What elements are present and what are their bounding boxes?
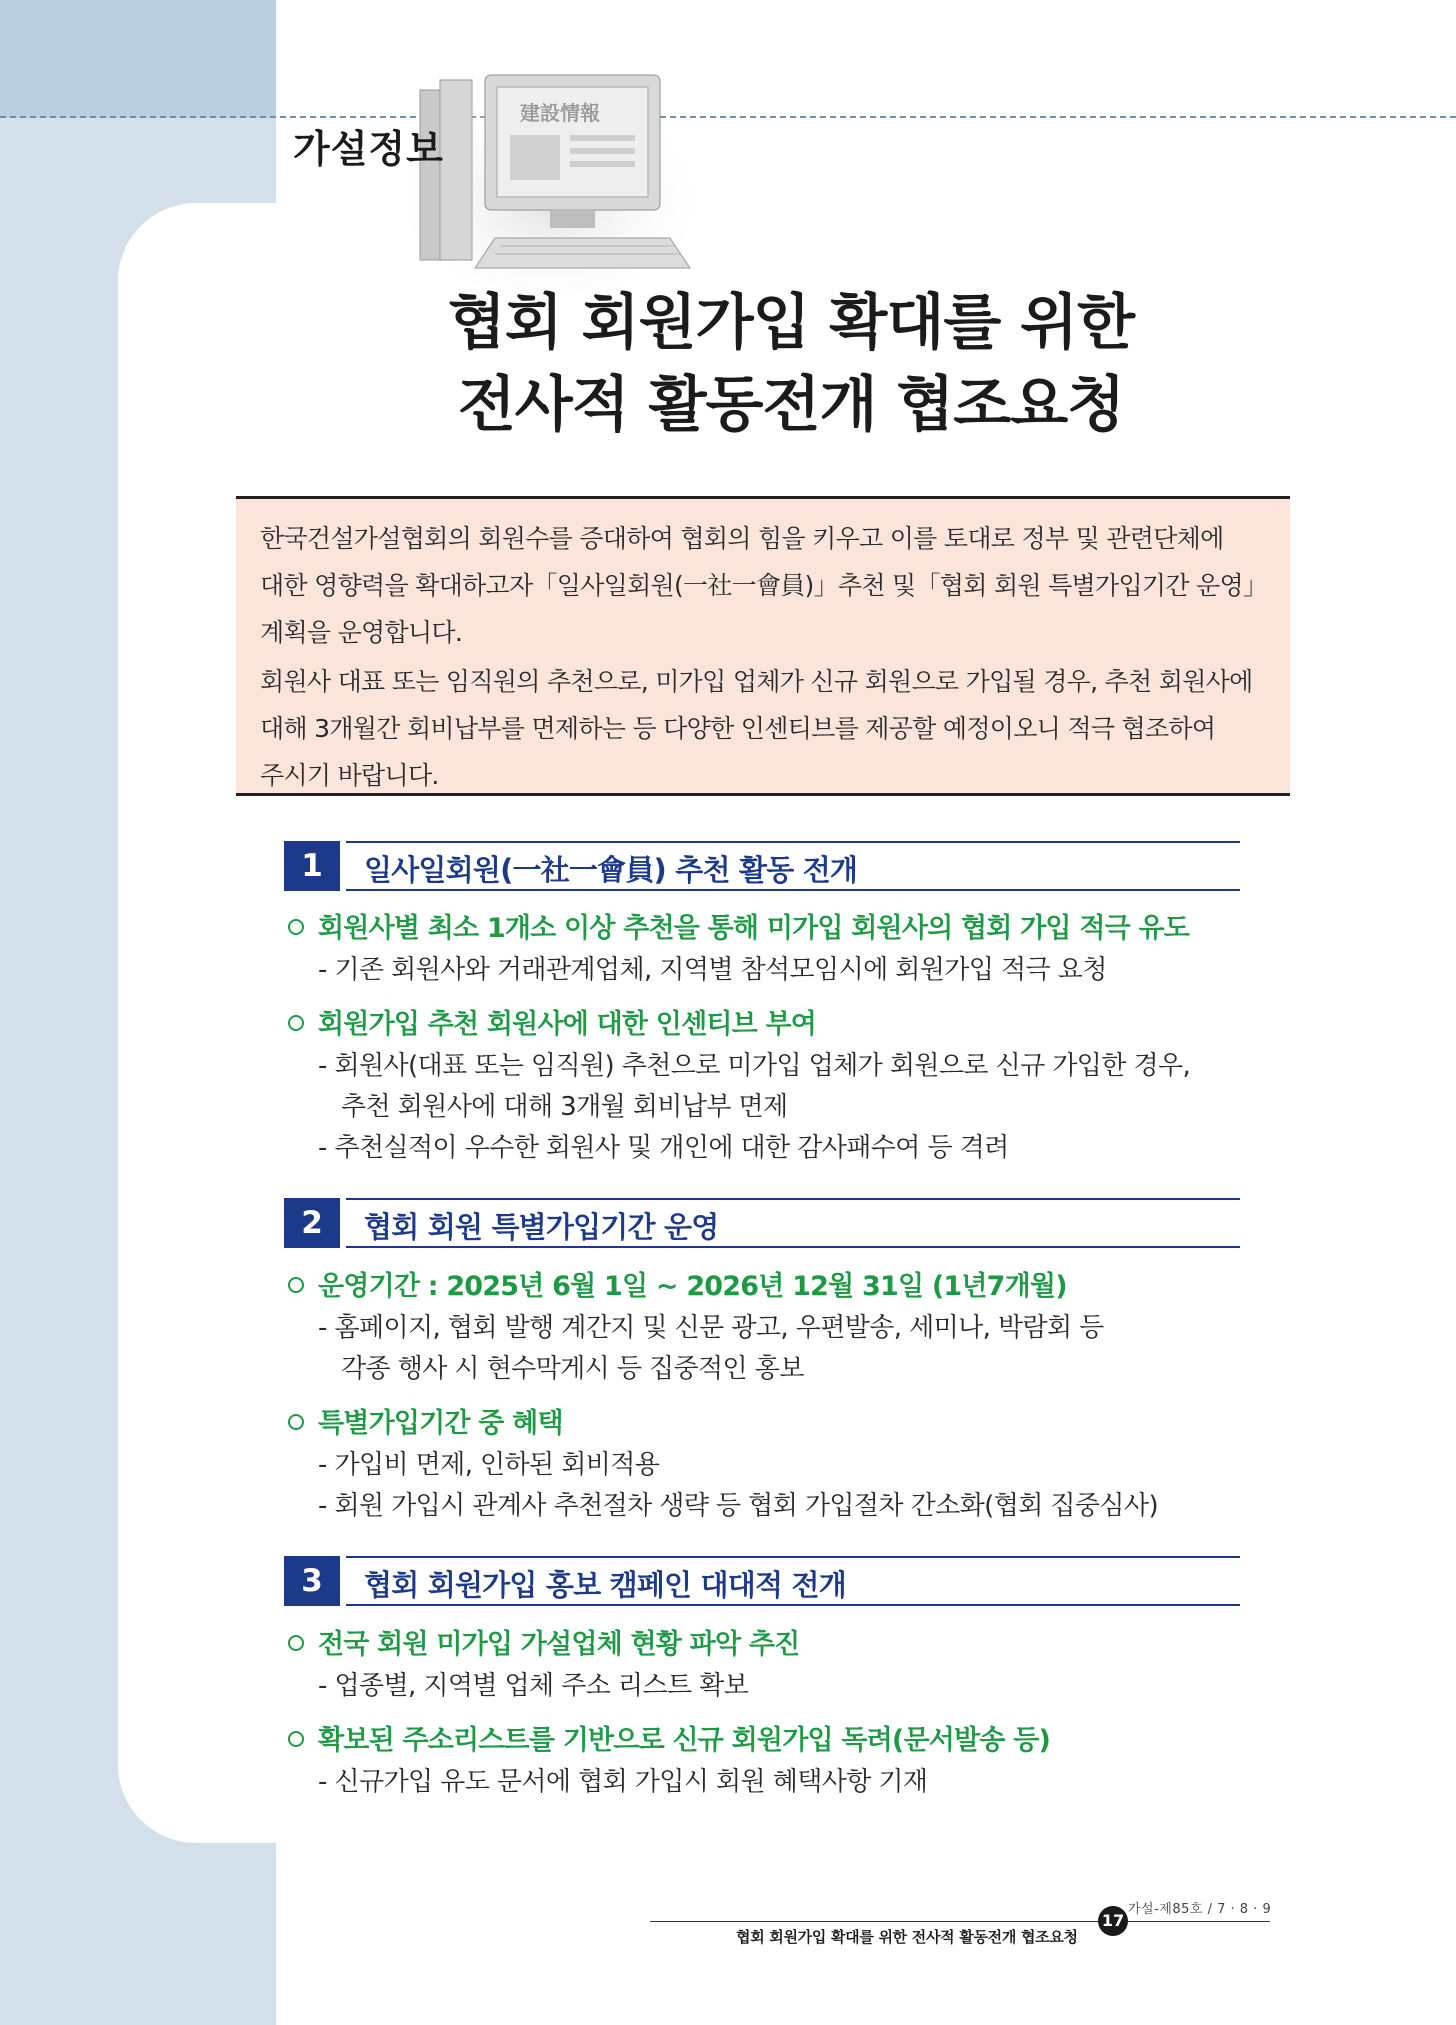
bullet-item	[288, 1401, 563, 1440]
title-line-1: 협회 회원가입 확대를 위한	[447, 288, 1135, 358]
footer-issue: 가설-제85호 / 7 · 8 · 9	[1128, 1902, 1272, 1917]
bullet-text: 운영기간 : 2025년 6월 1일 ~ 2026년 12월 31일 (1년7개월)	[318, 1271, 1067, 1302]
bullet-item	[288, 1718, 1050, 1757]
computer-illustration-icon	[400, 40, 700, 300]
circle-bullet-icon	[288, 1414, 304, 1430]
footer-title: 협회 회원가입 확대를 위한 전사적 활동전개 협조요청	[736, 1928, 1078, 1946]
title-line-2: 전사적 활동전개 협조요청	[457, 370, 1125, 440]
bullet-text: 특별가입기간 중 혜택	[318, 1408, 563, 1439]
intro-line: 주시기 바랍니다.	[260, 761, 439, 790]
bullet-text: 전국 회원 미가입 가설업체 현황 파악 추진	[318, 1629, 800, 1660]
circle-bullet-icon	[288, 1731, 304, 1747]
bullet-item	[288, 906, 1189, 945]
circle-bullet-icon	[288, 919, 304, 935]
intro-line: 회원사 대표 또는 임직원의 추천으로, 미가입 업체가 신규 회원으로 가입될 경우, 추천 회원사에	[260, 667, 1253, 696]
section-number: 3	[284, 1556, 340, 1606]
sub-item: - 신규가입 유도 문서에 협회 가입시 회원 혜택사항 기재	[318, 1767, 928, 1797]
bullet-text: 확보된 주소리스트를 기반으로 신규 회원가입 독려(문서발송 등)	[318, 1725, 1051, 1756]
header-dashed-divider	[0, 116, 1456, 118]
sub-item: - 홈페이지, 협회 발행 계간지 및 신문 광고, 우편발송, 세미나, 박람회 등	[318, 1313, 1104, 1343]
sub-item: - 추천실적이 우수한 회원사 및 개인에 대한 감사패수여 등 격려	[318, 1133, 1009, 1163]
sub-item: - 기존 회원사와 거래관계업체, 지역별 참석모임시에 회원가입 적극 요청	[318, 955, 1107, 985]
intro-line: 대해 3개월간 회비납부를 면제하는 등 다양한 인센티브를 제공할 예정이오니 적극 협조하여	[260, 714, 1216, 743]
bullet-item	[288, 1002, 816, 1041]
sub-item: - 가입비 면제, 인하된 회비적용	[318, 1450, 660, 1480]
section-1-header	[284, 841, 1240, 891]
sub-item: - 업종별, 지역별 업체 주소 리스트 확보	[318, 1671, 749, 1701]
sub-item: - 회원사(대표 또는 임직원) 추천으로 미가입 업체가 회원으로 신규 가입한 경우,	[318, 1051, 1191, 1081]
bullet-text: 회원사별 최소 1개소 이상 추천을 통해 미가입 회원사의 협회 가입 적극 유도	[318, 913, 1190, 944]
footer-divider	[650, 1921, 1270, 1922]
intro-line: 계획을 운영합니다.	[260, 618, 463, 647]
section-3-header	[284, 1556, 1240, 1606]
section-2-header	[284, 1198, 1240, 1248]
section-number: 2	[284, 1198, 340, 1248]
page-title	[276, 282, 1306, 446]
bullet-text: 회원가입 추천 회원사에 대한 인센티브 부여	[318, 1009, 817, 1040]
side-band-top	[0, 0, 276, 118]
section-title-frame	[346, 1556, 1240, 1606]
intro-line: 대한 영향력을 확대하고자「일사일회원(一社一會員)」추천 및「협회 회원 특별가입기간 운영」	[260, 571, 1268, 600]
sub-item-continuation: 추천 회원사에 대해 3개월 회비납부 면제	[341, 1092, 788, 1122]
sub-item: - 회원 가입시 관계사 추천절차 생략 등 협회 가입절차 간소화(협회 집중심사)	[318, 1491, 1158, 1521]
section-label: 가설정보	[293, 127, 444, 171]
intro-line: 한국건설가설협회의 회원수를 증대하여 협회의 힘을 키우고 이를 토대로 정부 및 관련단체에	[260, 524, 1224, 553]
bullet-item	[288, 1264, 1067, 1303]
section-title: 일사일회원(一社一會員) 추천 활동 전개	[364, 853, 858, 887]
circle-bullet-icon	[288, 1015, 304, 1031]
circle-bullet-icon	[288, 1277, 304, 1293]
monitor-screen-text: 建設情報	[520, 101, 600, 125]
section-title-frame	[346, 841, 1240, 891]
circle-bullet-icon	[288, 1635, 304, 1651]
section-title-frame	[346, 1198, 1240, 1248]
intro-box	[236, 496, 1290, 796]
page-number: 17	[1098, 1906, 1128, 1936]
section-number: 1	[284, 841, 340, 891]
section-title: 협회 회원가입 홍보 캠페인 대대적 전개	[364, 1568, 846, 1602]
bullet-item	[288, 1622, 799, 1661]
sub-item-continuation: 각종 행사 시 현수막게시 등 집중적인 홍보	[341, 1354, 804, 1384]
section-title: 협회 회원 특별가입기간 운영	[364, 1210, 719, 1244]
